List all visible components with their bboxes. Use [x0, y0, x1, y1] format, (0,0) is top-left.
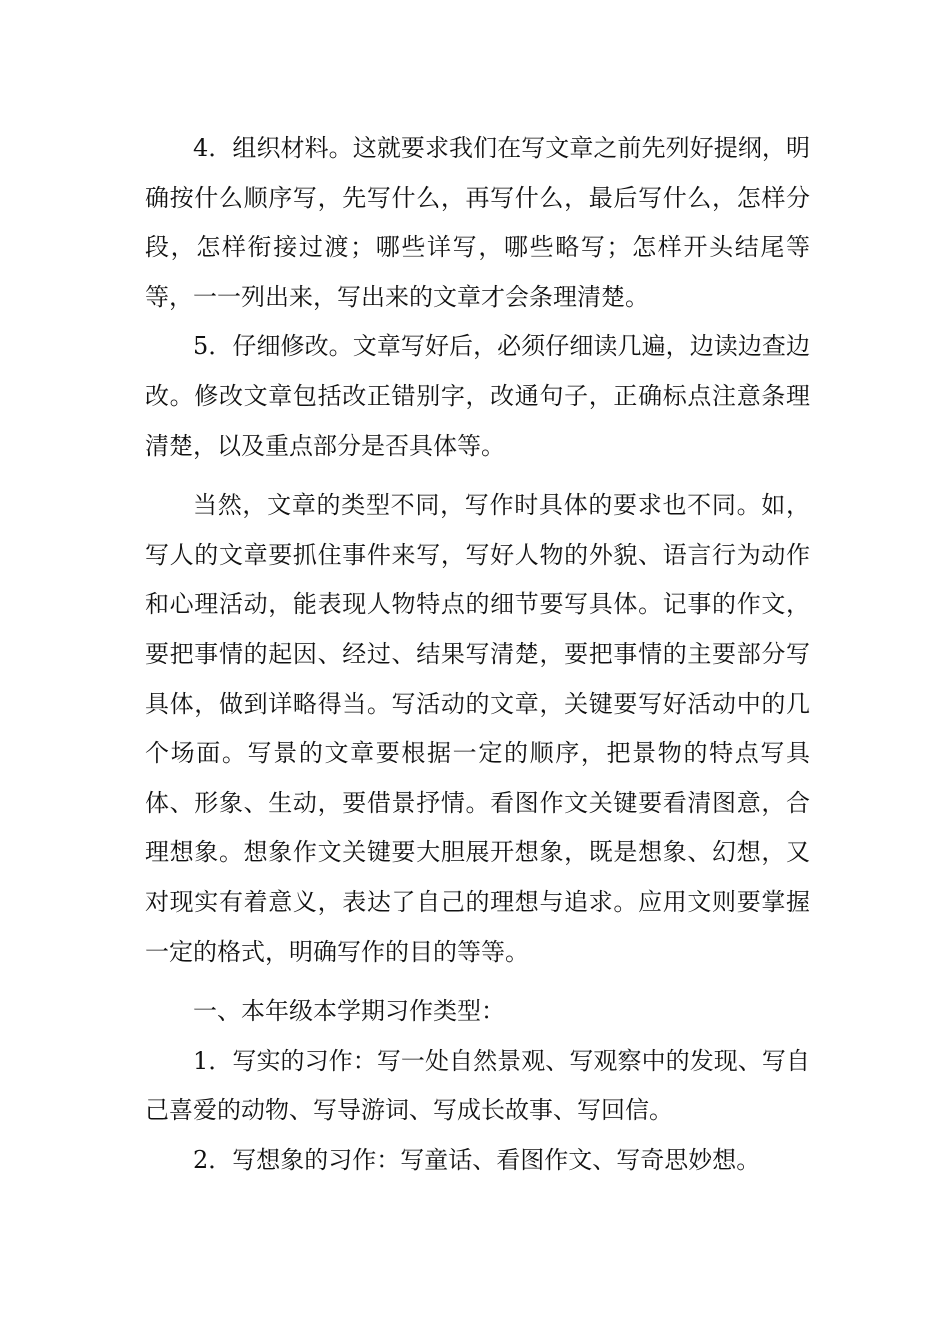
- section-heading-composition-types: 一、本年级本学期习作类型：: [193, 997, 505, 1026]
- paragraph-revise-carefully: 5．仔细修改。文章写好后，必须仔细读几遍，边读边查边改。修改文章包括改正错别字，改通句子，正确标点注意条理清楚，以及重点部分是否具体等。: [145, 332, 810, 460]
- list-item-realistic-writing: 1．写实的习作：写一处自然景观、写观察中的发现、写自己喜爱的动物、写导游词、写成长故事、写回信。: [145, 1046, 810, 1125]
- paragraph-organize-materials: 4．组织材料。这就要求我们在写文章之前先列好提纲，明确按什么顺序写，先写什么，再写什么，最后写什么，怎样分段，怎样衔接过渡；哪些详写，哪些略写；怎样开头结尾等等，一一列出来，写出来的文章才会条理清楚。: [145, 134, 810, 311]
- list-item-imaginative-writing: 2．写想象的习作：写童话、看图作文、写奇思妙想。: [193, 1145, 761, 1174]
- document-body: [145, 124, 810, 1185]
- paragraph-writing-types: 当然，文章的类型不同，写作时具体的要求也不同。如，写人的文章要抓住事件来写，写好人物的外貌、语言行为动作和心理活动，能表现人物特点的细节要写具体。记事的作文，要把事情的起因、经过、结果写清楚，要把事情的主要部分写具体，做到详略得当。写活动的文章，关键要写好活动中的几个场面。写景的文章要根据一定的顺序，把景物的特点写具体、形象、生动，要借景抒情。看图作文关键要看清图意，合理想象。想象作文关键要大胆展开想象，既是想象、幻想，又对现实有着意义，表达了自己的理想与追求。应用文则要掌握一定的格式，明确写作的目的等等。: [145, 491, 810, 966]
